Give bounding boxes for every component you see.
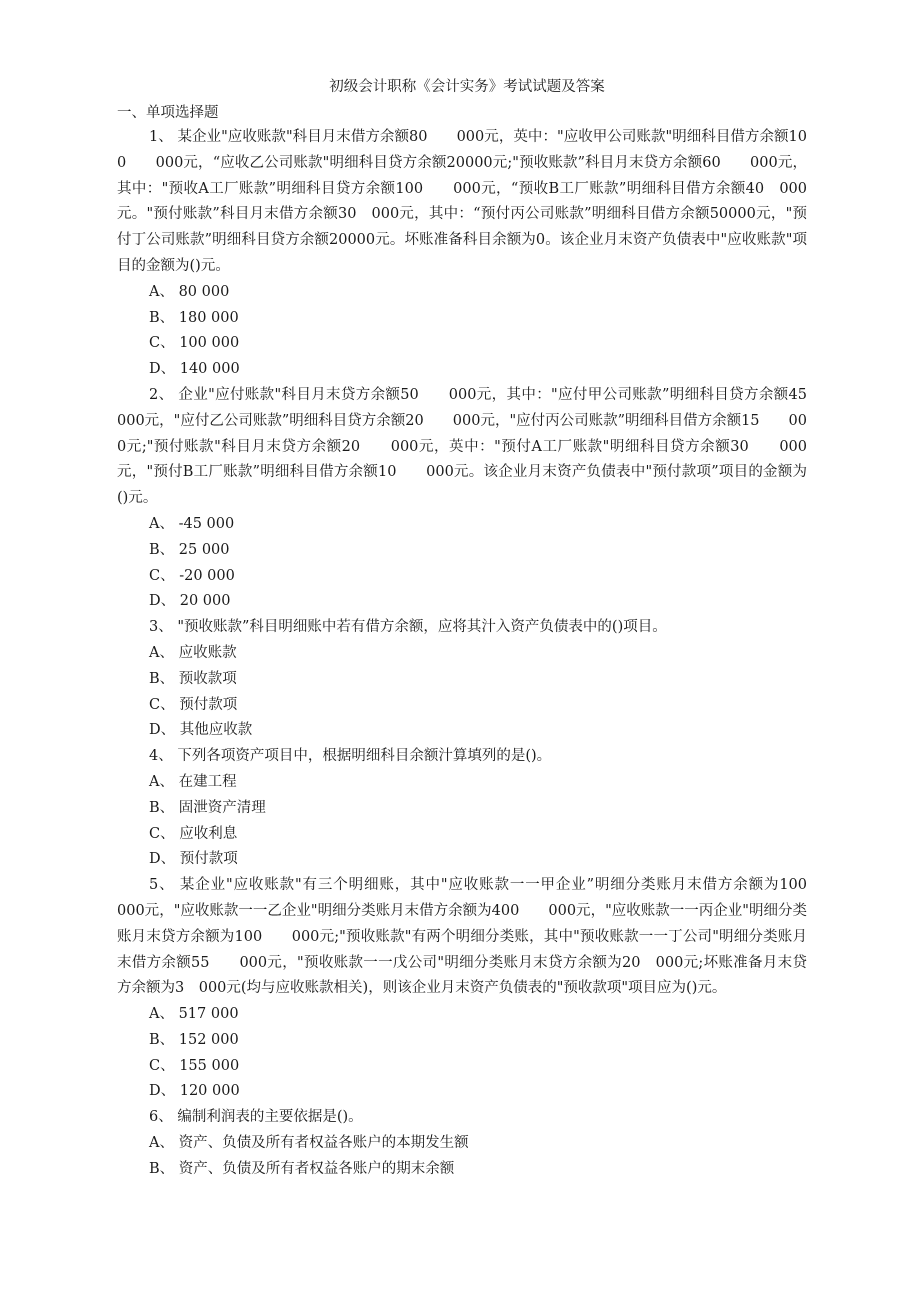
option-d: D、 120 000 (149, 1083, 240, 1100)
option-b: B、 资产、负债及所有者权益各账户的期末余额 (149, 1160, 455, 1177)
option-c: C、 应收利息 (149, 825, 238, 842)
option-b: B、 预收款项 (149, 670, 237, 687)
document-title: 初级会计职称《会计实务》考试试题及答案 (329, 79, 605, 95)
option-list (117, 770, 807, 873)
option-a: A、 -45 000 (149, 515, 235, 532)
option-a: A、 资产、负债及所有者权益各账户的本期发生额 (149, 1135, 469, 1152)
question-text: 2、 企业"应付账款"科目月末贷方余额50 000元，其中："应付甲公司账款”明细科目贷方余额45 000元，"应付乙公司账款”明细科目贷方余额20 000元，"应付丙公司账款”明细科目借方余额15 000元;"预付账款"科目月末贷方余额20 000元，英中："预付A工厂账款"明细科目贷方余额30 000元，"预付B工厂账款”明细科目借方余额10 000元。该企业月末资产负债表中"预付款项”项目的金额为()元。 (117, 386, 836, 507)
option-b: B、 25 000 (149, 541, 230, 558)
option-d: D、 20 000 (149, 593, 231, 610)
option-list (117, 641, 807, 744)
option-b: B、 152 000 (149, 1031, 239, 1048)
option-list (117, 512, 807, 615)
option-b: B、 180 000 (149, 309, 239, 326)
question-text: 5、 某企业"应收账款"有三个明细账，其中"应收账款一一甲企业”明细分类账月末借方余额为100 000元，"应收账款一一乙企业"明细分类账月末借方余额为400 000元，"应收账款一一丙企业"明细分类账月末贷方余额为100 000元;"预收账款"有两个明细分类账，其中"预收账款一一丁公司"明细分类账月末借方余额55 000元，"预收账款一一戊公司"明细分类账月末贷方余额为20 000元;坏账准备月末贷方余额为3 000元(均与应收账款相关)，则该企业月末资产负债表的"预收款项"项目应为()元。 (117, 877, 836, 997)
option-list (117, 1002, 807, 1105)
option-c: C、 -20 000 (149, 567, 235, 584)
question-block (117, 125, 807, 383)
option-d: D、 其他应收款 (149, 722, 253, 739)
option-a: A、 应收账款 (149, 644, 237, 661)
option-d: D、 140 000 (149, 361, 240, 378)
option-a: A、 517 000 (149, 1006, 239, 1023)
option-b: B、 固泄资产清理 (149, 799, 266, 816)
document-page (117, 76, 836, 1183)
question-text: 3、 "预收账款”科目明细账中若有借方余额，应将其汁入资产负债表中的()项目。 (149, 619, 667, 636)
option-a: A、 在建工程 (149, 773, 237, 790)
question-block (117, 873, 836, 1105)
option-list (117, 1131, 807, 1183)
option-c: C、 预付款项 (149, 696, 238, 713)
question-block (117, 1105, 807, 1182)
question-block (117, 615, 807, 744)
option-list (117, 280, 807, 383)
option-a: A、 80 000 (149, 283, 230, 300)
option-c: C、 155 000 (149, 1057, 240, 1074)
question-block (117, 383, 836, 615)
question-block (117, 744, 807, 873)
question-text: 6、 编制利润表的主要依据是()。 (149, 1109, 363, 1126)
option-c: C、 100 000 (149, 335, 240, 352)
question-text: 4、 下列各项资产项目中，根据明细科目余额汁算填列的是()。 (149, 748, 552, 765)
option-d: D、 预付款项 (149, 851, 238, 868)
question-text: 1、 某企业"应收账款"科目月末借方余额80 000元，英中："应收甲公司账款"明细科目借方余额100 000元，“应收乙公司账款"明细科目贷方余额20000元;"预收账款”科目月末贷方余额60 000元，其中："预收A工厂账款”明细科目贷方余额100 000元，“预收B工厂账款”明细科目借方余额40 000元。"预付账款”科目月末借方余额30 000元，其中：“预付丙公司账款”明细科目借方余额50000元，"预付丁公司账款”明细科目贷方余额20000元。坏账准备科目余额为0。该企业月末资产负债表中"应收账款"项目的金额为()元。 (117, 129, 807, 274)
section-heading: 一、单项选择题 (117, 105, 219, 121)
